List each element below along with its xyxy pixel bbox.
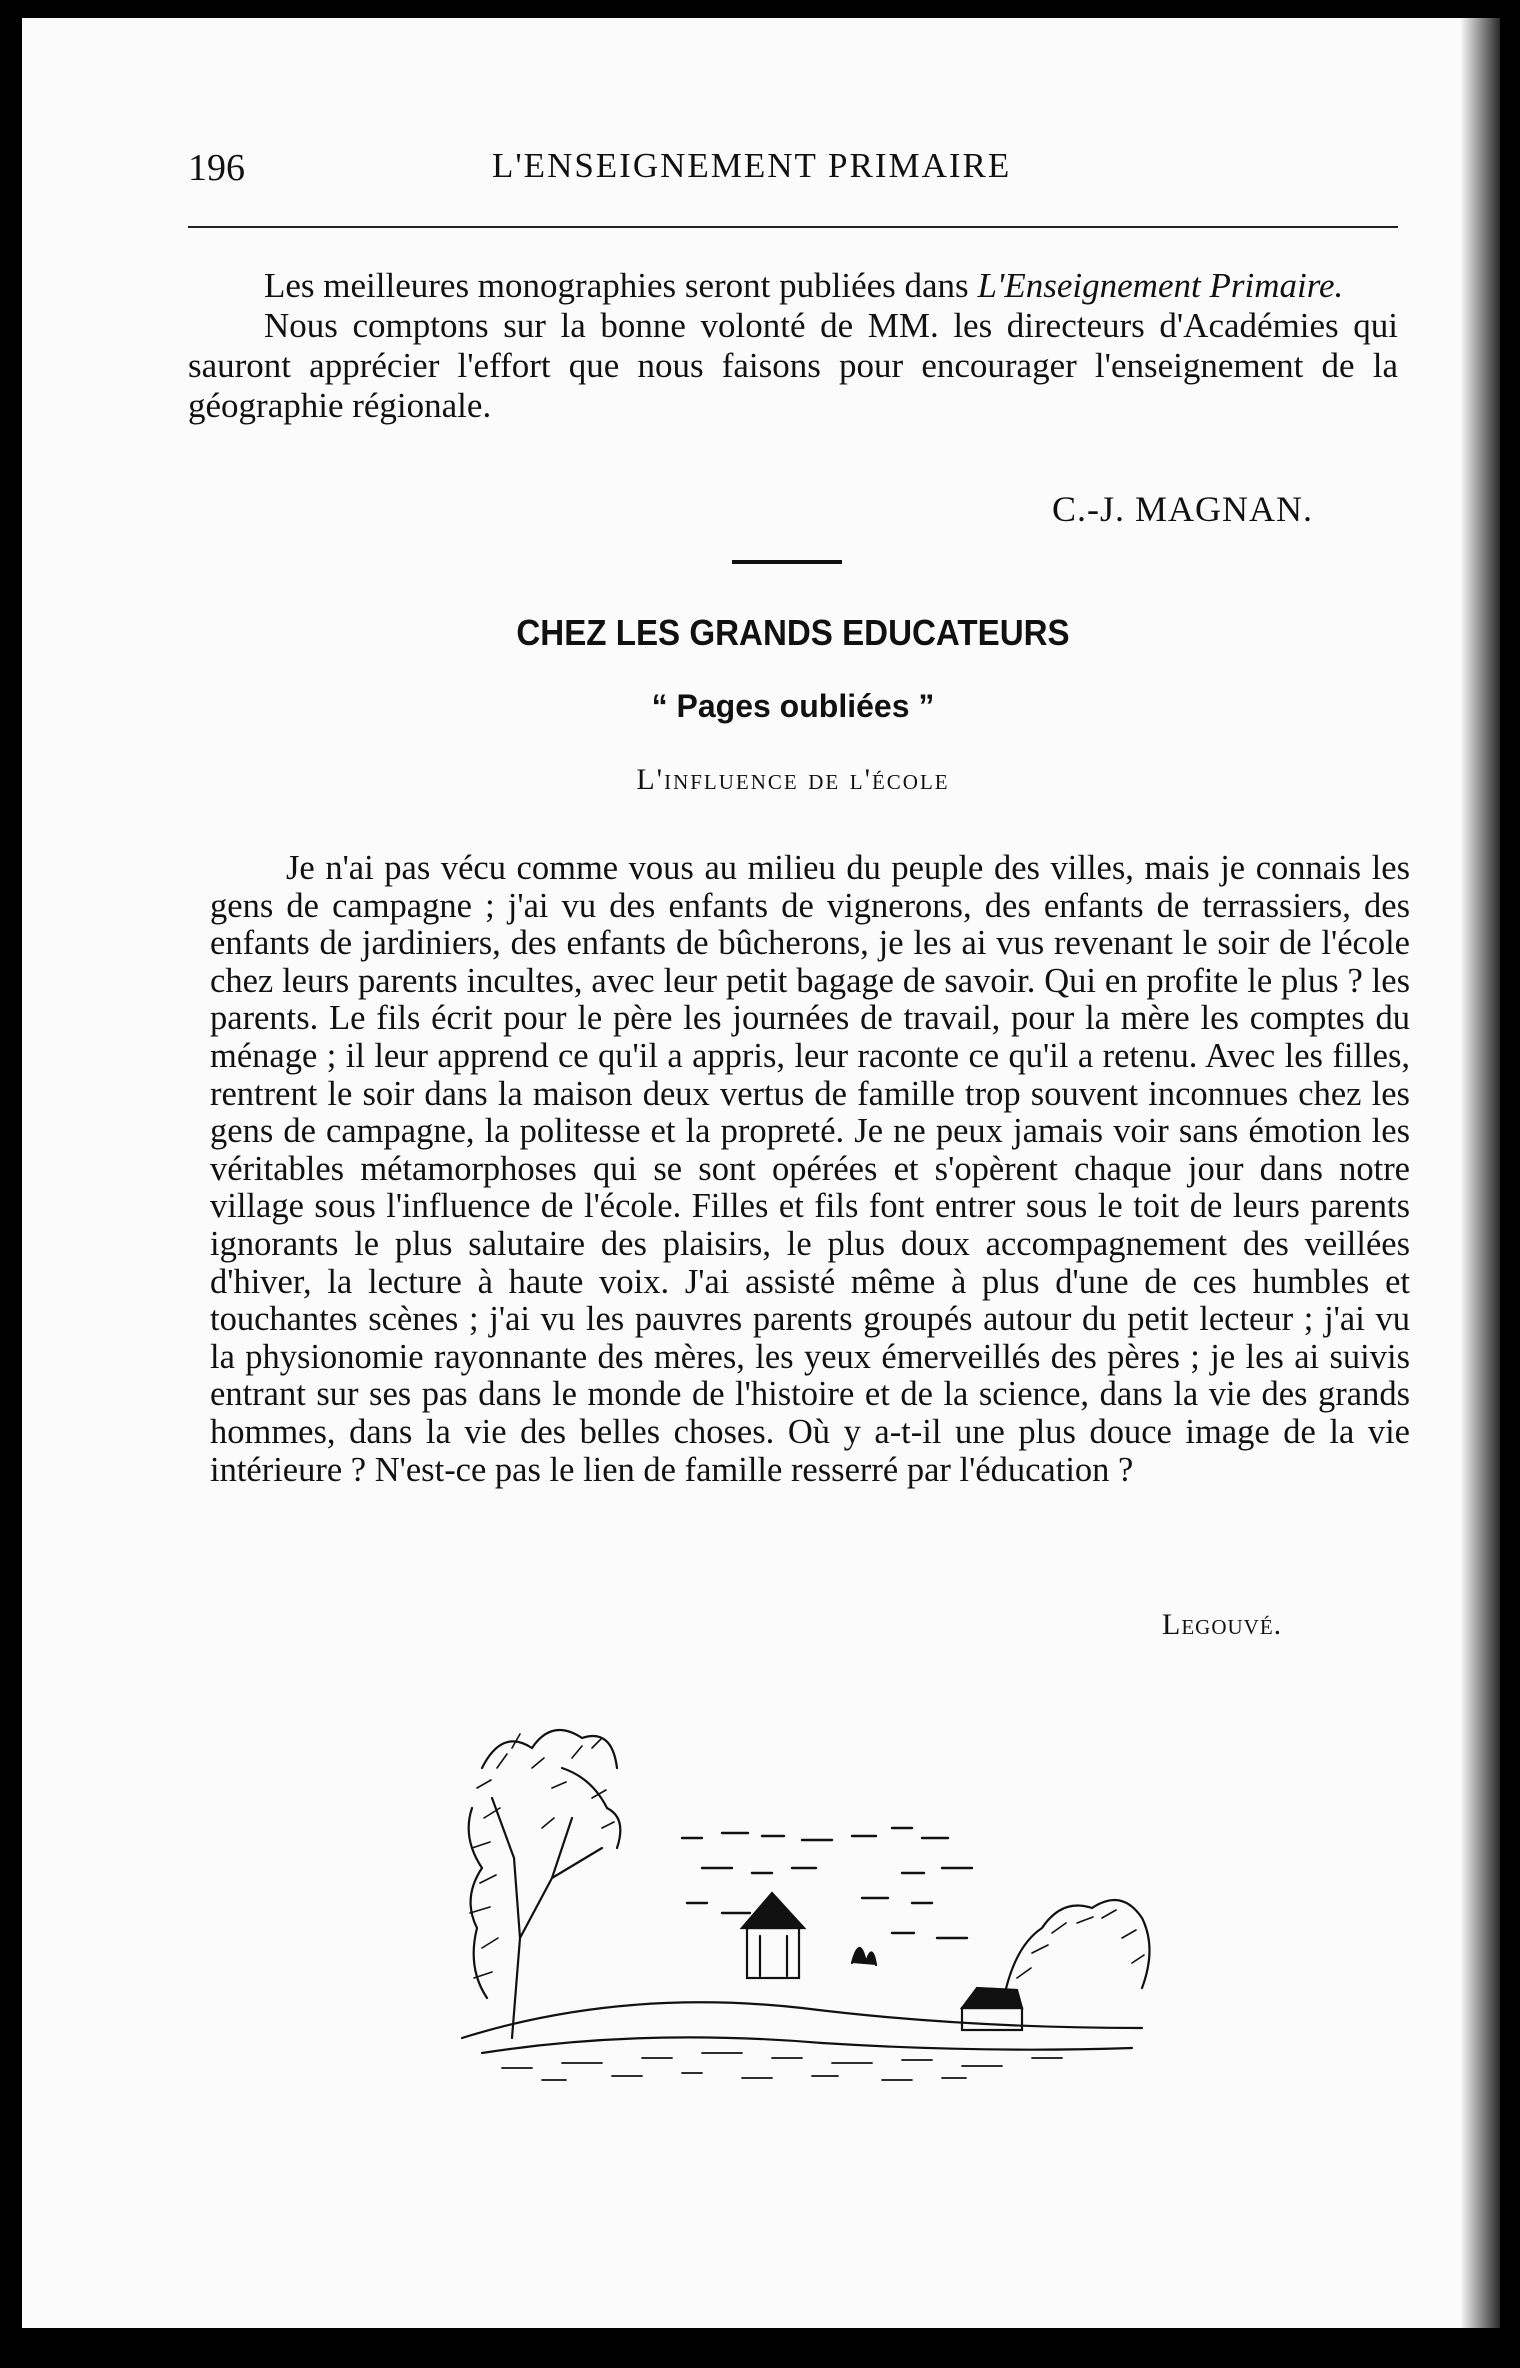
signature-legouve: Legouvé.: [1162, 1608, 1283, 1641]
intro-block: [188, 266, 1398, 426]
page-number: 196: [188, 147, 245, 189]
page: [22, 18, 1472, 2328]
page-shadow: [1460, 18, 1500, 2328]
journal-title: L'Enseignement Primaire.: [977, 266, 1344, 305]
article-title: L'influence de l'école: [636, 763, 950, 796]
article-paragraph: Je n'ai pas vécu comme vous au milieu du peuple des villes, mais je connais les gens de campagne ; j'ai vu des enfants de vignerons, des enfants de terrassiers, des enfants de jardiniers, des enfants de bûcherons, je les ai vus revenant le soir de l'école chez leurs parents incultes, avec leur petit bagage de savoir. Qui en profite le plus ? les parents. Le fils écrit pour le père les journées de travail, pour la mère les comptes du ménage ; il leur apprend ce qu'il a appris, leur raconte ce qu'il a retenu. Avec les filles, rentrent le soir dans la maison deux vertus de famille trop souvent inconnues chez les gens de campagne, la politesse et la propreté. Je ne peux jamais voir sans émotion les véritables métamorphoses qui se sont opérées et s'opèrent chaque jour dans notre village sous l'influence de l'école. Filles et fils font entrer sous le toit de leurs parents ignorants le plus salutaire des plaisirs, le plus doux accompagnement des veillées d'hiver, la lecture à haute voix. J'ai assisté même à plus d'une de ces humbles et touchantes scènes ; j'ai vu les pauvres parents groupés autour du petit lecteur ; j'ai vu la physionomie rayonnante des mères, les yeux émerveillés des pères ; je les ai suivis entrant sur ses pas dans le monde de l'histoire et de la science, dans la vie des grands hommes, dans la vie des belles choses. Où y a-t-il une plus douce image de la vie intérieure ? N'est-ce pas le lien de famille resserré par l'éducation ?: [210, 849, 1410, 1489]
intro-paragraph-1: [188, 266, 1398, 306]
intro-paragraph-2: Nous comptons sur la bonne volonté de MM. les directeurs d'Académies qui sauront apprécier l'effort que nous faisons pour encourager l'enseignement de la géographie régionale.: [188, 306, 1398, 425]
section-subtitle: “ Pages oubliées ”: [651, 688, 935, 724]
landscape-engraving-icon: [442, 1708, 1162, 2088]
article-body: [210, 850, 1410, 1489]
signature-magnan: C.-J. MAGNAN.: [1052, 489, 1314, 529]
running-title: L'ENSEIGNEMENT PRIMAIRE: [492, 146, 1012, 185]
section-title: CHEZ LES GRANDS EDUCATEURS: [516, 612, 1070, 653]
header-rule: [188, 226, 1398, 228]
section-divider: [732, 560, 842, 564]
intro-text: Les meilleures monographies seront publiées dans: [264, 266, 978, 305]
